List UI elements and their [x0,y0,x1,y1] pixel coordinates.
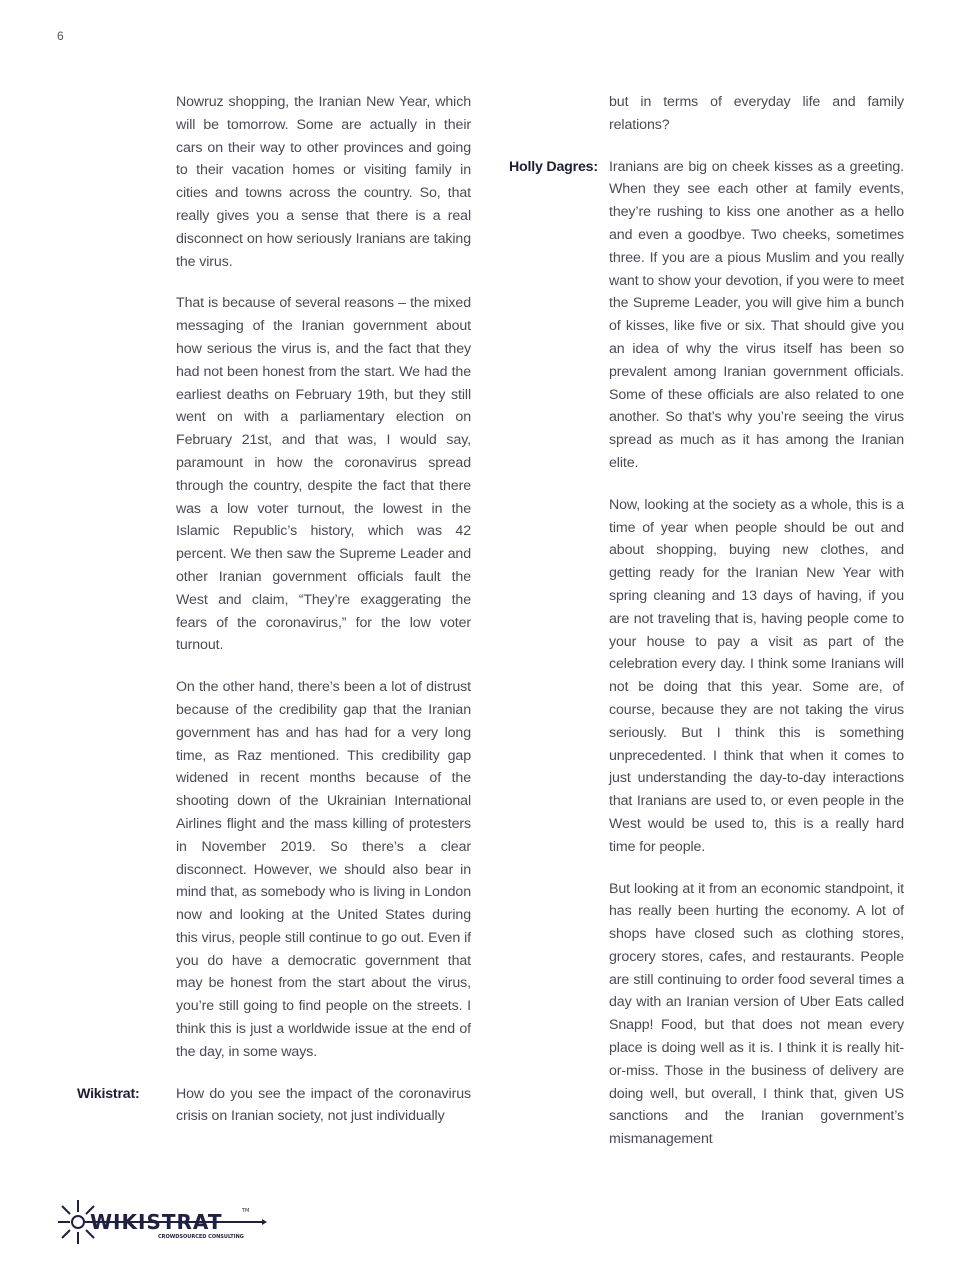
left-column [77,91,471,1147]
paragraph: But looking at it from an economic standpoint, it has really been hurting the economy. A lot of shops have closed such as clothing stores, grocery stores, cafes, and restaurants. People are still continuing to order food several times a day with an Iranian version of Uber Eats called Snapp! Food, but that does not mean every place is doing well as it is. I think it is really hit-or-miss. Those in the business of delivery are doing well, but overall, I think that, given US sanctions and the Iranian government’s mismanagement [609,880,904,1148]
paragraph: Now, looking at the society as a whole, this is a time of year when people should be out and about shopping, buying new clothes, and getting ready for the Iranian New Year with spring cleaning and 13 days of having, if you are not traveling that is, having people come to your house to pay a visit as part of the celebration every day. I think some Iranians will not be doing that this year. Some are, of course, because they are not taking the virus seriously. But I think this is something unprecedented. I think that when it comes to just understanding the day-to-day interactions that Iranians are used to, or even people in the West would be used to, this is a really hard time for people. [609,496,904,855]
logo-wordmark: WIKISTRAT [90,1210,223,1234]
logo-trademark: TM [242,1208,250,1214]
wikistrat-logo [58,1198,268,1246]
sunburst-logo-icon [58,1198,268,1246]
logo-tagline: CROWDSOURCED CONSULTING [158,1234,244,1240]
question-text: How do you see the impact of the coronavirus crisis on Iranian society, not just individually [176,1085,471,1125]
right-column [509,91,904,1170]
speaker-label: Holly Dagres: [509,158,598,175]
paragraph: On the other hand, there’s been a lot of distrust because of the credibility gap that the Iranian government has and has had for a very long time, as Raz mentioned. This credibility gap widened in recent months because of the shooting down of the Ukrainian International Airlines flight and the mass killing of protesters in November 2019. So there’s a clear disconnect. However, we should also bear in mind that, as somebody who is living in London now and looking at the United States during this virus, people still continue to go out. Even if you do have a democratic government that may be honest from the start about the virus, you’re still going to find people on the streets. I think this is just a worldwide issue at the end of the day, in some ways. [176,679,471,1060]
paragraph: That is because of several reasons – the mixed messaging of the Iranian government about how serious the virus is, and the fact that they had not been honest from the start. We had the earliest deaths on February 19th, but they still went on with a parliamentary election on February 21st, and that was, I would say, paramount in how the coronavirus spread through the country, despite the fact that there was a low voter turnout, the lowest in the Islamic Republic’s history, which was 42 percent. We then saw the Supreme Leader and other Iranian government officials fault the West and claim, “They’re exaggerating the fears of the coronavirus,” for the low voter turnout. [176,295,471,654]
speaker-label: Wikistrat: [77,1085,140,1102]
paragraph: Nowruz shopping, the Iranian New Year, which will be tomorrow. Some are actually in their cars on their way to other provinces and going to their vacation homes or visiting family in cities and towns across the country. So, that really gives you a sense that there is a real disconnect on how seriously Iranians are taking the virus. [176,94,471,270]
page-number: 6 [57,29,64,43]
paragraph: Iranians are big on cheek kisses as a greeting. When they see each other at family events, they’re rushing to kiss one another as a hello and even a goodbye. Two cheeks, sometimes three. If you are a pious Muslim and you really want to show your devotion, if you were to meet the Supreme Leader, you will give him a bunch of kisses, like five or six. That should give you an idea of why the virus itself has been so prevalent among Iranian government officials. Some of these officials are also related to one another. So that’s why you’re seeing the virus spread as much as it has among the Iranian elite. [609,158,904,471]
question-continuation: but in terms of everyday life and family relations? [609,94,904,133]
question-block [77,1083,471,1129]
answer-block [509,156,904,1151]
